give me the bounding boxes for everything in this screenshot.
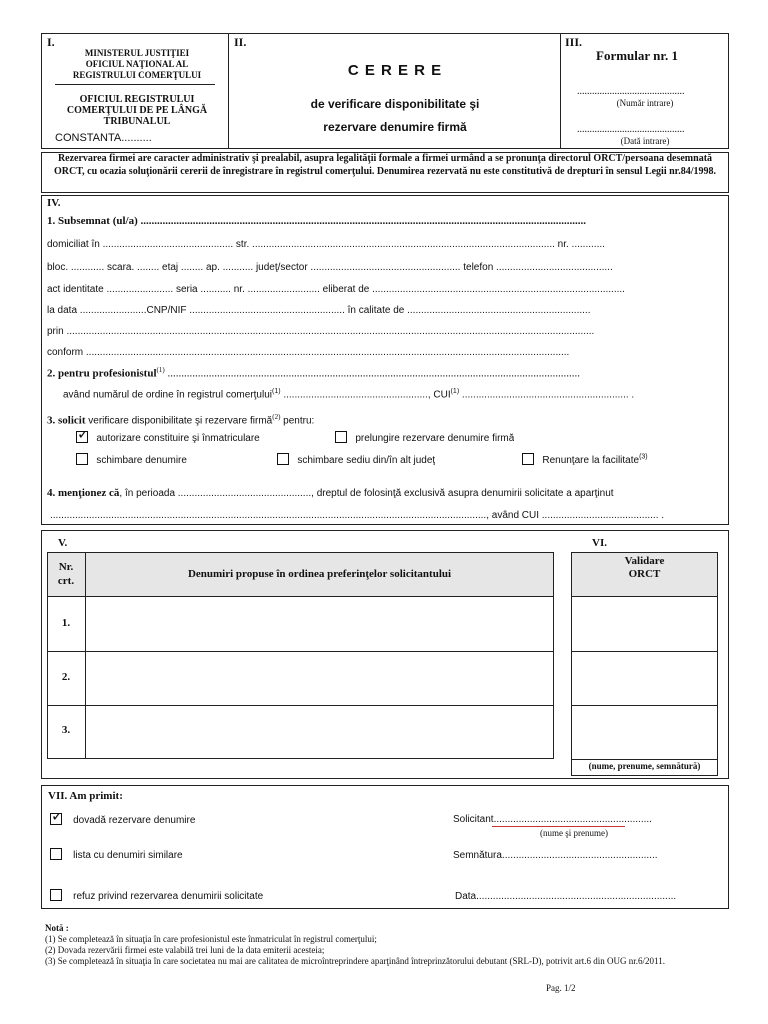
ministry-line-2: OFICIUL NAŢIONAL AL — [85, 59, 189, 69]
received-refusal-label: refuz privind rezervarea denumirii solicitate — [73, 891, 264, 902]
registration-number-label: (Număr intrare) — [616, 98, 674, 108]
option-authorization[interactable] — [76, 431, 260, 444]
validation-signature-label: (nume, prenume, semnătură) — [588, 761, 701, 771]
solicitant-dots: ......................................................... — [493, 814, 652, 825]
received-refusal[interactable] — [50, 889, 263, 902]
registry-cui-field[interactable] — [63, 388, 723, 400]
option-extension[interactable] — [335, 431, 514, 444]
issue-date-cnp-field[interactable]: la data ........................CNP/NIF ........................................................ în calitate de .................................................................. — [47, 305, 591, 316]
names-row-2-number: 2. — [61, 671, 71, 683]
names-row-2-input[interactable] — [87, 653, 552, 704]
applicant-name-field[interactable] — [47, 215, 723, 227]
ministry-underline — [55, 84, 215, 85]
cui-sup: (1) — [450, 388, 460, 395]
mention-text: , în perioada ................................................, dreptul de folosinţă exclusivă asupra denumirii solicitate a aparţinut — [119, 488, 614, 499]
solicitant-sublabel: (nume şi prenume) — [540, 828, 608, 838]
office-line-2: COMERŢULUI DE PE LÂNGĂ — [66, 105, 208, 116]
form-subtitle-2: rezervare denumire firmă — [323, 120, 467, 134]
option-name-change-checkbox[interactable] — [76, 453, 88, 465]
option-waiver-checkbox[interactable] — [522, 453, 534, 465]
validation-row-1[interactable] — [573, 599, 716, 650]
validation-row-2[interactable] — [573, 653, 716, 704]
section-vi-label: VI. — [592, 537, 607, 549]
address-field[interactable]: domiciliat în ............................................... str. ............................................................................................................. nr. ............ — [47, 239, 605, 250]
names-row-1-input[interactable] — [87, 599, 552, 650]
address-details-field[interactable]: bloc. ............ scara. ........ etaj ........ ap. ........... judeţ/sector ...................................................... telefon .......................................... — [47, 262, 613, 273]
ministry-block — [52, 48, 222, 81]
date-dots: ........................................................................ — [476, 891, 677, 902]
option-authorization-label: autorizare constituire şi înmatriculare — [96, 433, 260, 444]
office-block — [52, 94, 222, 127]
col-nr-line-1: Nr. — [58, 561, 74, 573]
validation-row-3[interactable] — [573, 707, 716, 758]
signature-field[interactable] — [453, 850, 658, 861]
professional-dots: ...................................................................................................................................................... — [164, 367, 580, 380]
option-waiver-label: Renunţare la facilitate — [542, 455, 640, 466]
form-title: C E R E R E — [347, 62, 443, 79]
header-divider-2 — [560, 33, 561, 149]
page-number: Pag. 1/2 — [546, 983, 576, 993]
col-nr-line-2: crt. — [57, 575, 75, 587]
names-row-3-number: 3. — [61, 724, 71, 736]
date-field[interactable] — [455, 891, 676, 902]
note-3: (3) Se completează în situaţia în care societatea nu mai are calitatea de microîntreprindere aparţinând întreprinzătorului debutant (SRL-D), potrivit art.6 din OUG nr.6/2011. — [45, 956, 665, 966]
city-dots: .......... — [121, 132, 152, 144]
office-line-1: OFICIUL REGISTRULUI — [79, 94, 195, 105]
validation-header-line-2: ORCT — [628, 568, 661, 580]
option-seat-change-label: schimbare sediu din/în alt judeţ — [297, 455, 436, 466]
registration-number-field[interactable]: ........................................... — [577, 86, 685, 97]
notes-label: Notă : — [45, 923, 69, 933]
office-line-3: TRIBUNALUL — [103, 116, 171, 127]
section-iv-label: IV. — [47, 197, 61, 209]
city-value: CONSTANTA — [55, 132, 122, 144]
note-1: (1) Se completează în situaţia în care profesionistul este înmatriculat în registrul comerţului; — [45, 934, 377, 944]
option-extension-checkbox[interactable] — [335, 431, 347, 443]
signature-dots: ........................................................ — [501, 850, 658, 861]
signature-label: Semnătura — [453, 850, 502, 861]
section-ii-label: II. — [234, 35, 247, 49]
section-vii-label: VII. Am primit: — [48, 790, 123, 802]
city-field[interactable] — [55, 132, 152, 144]
proposed-names-table — [47, 552, 554, 759]
validation-row-sep-1 — [571, 651, 718, 652]
option-seat-change[interactable] — [277, 453, 435, 466]
registry-label: având numărul de ordine în registrul comerţului — [63, 389, 272, 401]
request-text: verificare disponibilitate şi rezervare firmă — [85, 415, 273, 427]
received-similar-list-checkbox[interactable] — [50, 848, 62, 860]
professional-label: 2. pentru profesionistul — [47, 367, 157, 380]
note-2: (2) Dovada rezervării firmei este valabilă trei luni de la data emiterii acesteia; — [45, 945, 325, 955]
professional-field[interactable] — [47, 366, 723, 380]
through-field[interactable]: prin .............................................................................................................................................................................................. — [47, 326, 595, 337]
validation-header-line-1: Validare — [624, 555, 665, 567]
request-sup: (2) — [272, 413, 281, 421]
col-names-header: Denumiri propuse în ordinea preferinţelor solicitantului — [187, 568, 452, 580]
request-end: pentru: — [280, 415, 315, 427]
form-number: Formular nr. 1 — [596, 48, 678, 63]
registry-sup: (1) — [272, 388, 281, 395]
received-similar-list[interactable] — [50, 848, 183, 861]
request-label: 3. solicit — [47, 414, 86, 427]
header-divider-1 — [228, 33, 229, 149]
received-reservation-proof[interactable] — [50, 813, 195, 826]
registry-dots: ...................................................., CUI — [280, 389, 451, 401]
names-row-sep-2 — [47, 705, 554, 706]
option-extension-label: prelungire rezervare denumire firmă — [355, 433, 515, 444]
option-seat-change-checkbox[interactable] — [277, 453, 289, 465]
option-waiver[interactable] — [522, 453, 648, 466]
professional-sup: (1) — [156, 366, 165, 374]
received-similar-list-label: lista cu denumiri similare — [73, 850, 183, 861]
received-refusal-checkbox[interactable] — [50, 889, 62, 901]
mention-field[interactable] — [47, 487, 723, 499]
solicitant-red-underline — [492, 826, 625, 827]
ministry-line-1: MINISTERUL JUSTIŢIEI — [84, 48, 190, 58]
form-subtitle-1: de verificare disponibilitate şi — [310, 97, 480, 111]
section-v-label: V. — [58, 537, 68, 549]
notice-text: Rezervarea firmei are caracter administrativ şi prealabil, asupra legalităţii formale a firmei urmând a se pronunţa directorul ORCT/persoana desemnată ORCT, cu ocazia soluţionării cererii de înregistrare în registrul comerţului. Denumirea rezervată nu este constitutivă de drepturi în sensul Legii nr.84/1998. — [54, 153, 716, 177]
ministry-line-3: REGISTRULUI COMERŢULUI — [72, 70, 202, 80]
received-reservation-proof-label: dovadă rezervare denumire — [73, 815, 196, 826]
option-authorization-checkbox[interactable] — [76, 431, 88, 443]
mention-owner-field[interactable]: ............................................................................................................................................................., având CUI .......................................... . — [50, 510, 665, 521]
validation-table — [571, 552, 718, 776]
names-row-3-input[interactable] — [87, 707, 552, 758]
validation-row-sep-3 — [571, 759, 718, 760]
solicitant-field[interactable] — [453, 814, 652, 825]
section-i-label: I. — [47, 35, 55, 49]
registration-date-label: (Dată intrare) — [620, 136, 670, 146]
registration-date-field[interactable]: ........................................... — [577, 124, 685, 135]
date-label: Data — [455, 891, 477, 902]
option-waiver-sup: (3) — [639, 453, 648, 461]
validation-row-sep-2 — [571, 705, 718, 706]
identity-document-field[interactable]: act identitate ........................ seria ........... nr. .......................... eliberat de ........................................................................................... — [47, 284, 625, 295]
cui-dots: ............................................................ . — [459, 389, 635, 401]
notes-block — [45, 923, 725, 967]
option-name-change-label: schimbare denumire — [96, 455, 187, 466]
option-name-change[interactable] — [76, 453, 187, 466]
names-row-sep-1 — [47, 651, 554, 652]
solicitant-label: Solicitant — [453, 814, 494, 825]
applicant-name-text: 1. Subsemnat (ul/a) .................................................................................................................................................................. — [47, 215, 587, 227]
request-type-line — [47, 413, 723, 427]
names-row-1-number: 1. — [61, 617, 71, 629]
section-iii-label: III. — [565, 35, 583, 49]
received-reservation-proof-checkbox[interactable] — [50, 813, 62, 825]
mention-label: 4. menţionez că — [47, 487, 120, 499]
according-field[interactable]: conform .............................................................................................................................................................................. — [47, 347, 570, 358]
